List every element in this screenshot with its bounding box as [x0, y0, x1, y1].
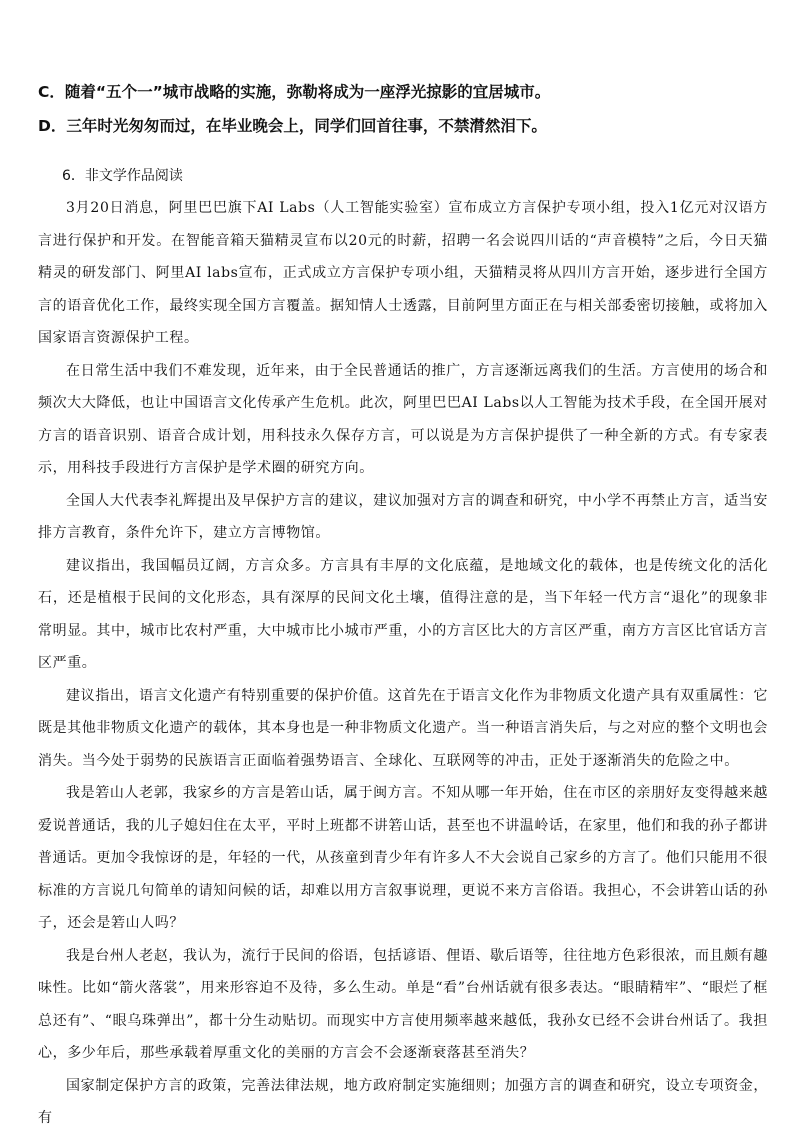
reading-passage: [38, 192, 768, 1135]
passage-paragraph-3: 全国人大代表李礼辉提出及早保护方言的建议，建议加强对方言的调查和研究，中小学不再禁止方言，适当安排方言教育，条件允许下，建立方言博物馆。: [38, 492, 768, 541]
passage-paragraph-2: 在日常生活中我们不难发现，近年来，由于全民普通话的推广，方言逐渐远离我们的生活。方言使用的场合和频次大大降低，也让中国语言文化传承产生危机。此次，阿里巴巴AI Labs以人工智能为技术手段，在全国开展对方言的语音识别、语音合成计划，用科技永久保存方言，可以说是为方言保护提供了一种全新的方式。有专家表示，用科技手段进行方言保护是学术圈的研究方向。: [38, 362, 768, 476]
passage-paragraph-1: 3月20日消息，阿里巴巴旗下AI Labs（人工智能实验室）宣布成立方言保护专项小组，投入1亿元对汉语方言进行保护和开发。在智能音箱天猫精灵宣布以20元的时薪，招聘一名会说四川话的“声音模特”之后，今日天猫精灵的研发部门、阿里AI labs宣布，正式成立方言保护专项小组，天猫精灵将从四川方言开始，逐步进行全国方言的语音优化工作，最终实现全国方言覆盖。据知情人士透露，目前阿里方面正在与相关部委密切接触，或将加入国家语言资源保护工程。: [38, 200, 768, 346]
passage-paragraph-6: 我是箬山人老郭，我家乡的方言是箬山话，属于闽方言。不知从哪一年开始，住在市区的亲朋好友变得越来越爱说普通话，我的儿子媳妇住在太平，平时上班都不讲箬山话，甚至也不讲温岭话，在家里，他们和我的孙子都讲普通话。更加令我惊讶的是，年轻的一代，从孩童到青少年有许多人不大会说自己家乡的方言了。他们只能用不很标准的方言说几句简单的请知问候的话，却难以用方言叙事说理，更说不来方言俗语。我担心，不会讲箬山话的孙子，还会是箬山人吗？: [38, 785, 768, 931]
option-d: D．三年时光匆匆而过，在毕业晚会上，同学们回首往事，不禁潸然泪下。: [38, 117, 547, 135]
option-c: C．随着“五个一”城市战略的实施，弥勒将成为一座浮光掠影的宜居城市。: [38, 83, 551, 101]
passage-paragraph-7: 我是台州人老赵，我认为，流行于民间的俗语，包括谚语、俚语、歇后语等，往往地方色彩很浓，而且颇有趣味性。比如“箭火落裳”，用来形容迫不及待，多么生动。单是“看”台州话就有很多表达。“眼睛精牢”、“眼烂了框总还有”、“眼乌珠弹出”，都十分生动贴切。而现实中方言使用频率越来越低，我孙女已经不会讲台州话了。我担心，多少年后，那些承载着厚重文化的美丽的方言会不会逐渐衰落甚至消失？: [38, 947, 768, 1061]
passage-paragraph-5: 建议指出，语言文化遗产有特别重要的保护价值。这首先在于语言文化作为非物质文化遗产具有双重属性：它既是其他非物质文化遗产的载体，其本身也是一种非物质文化遗产。当一种语言消失后，与之对应的整个文明也会消失。当今处于弱势的民族语言正面临着强势语言、全球化、互联网等的冲击，正处于逐渐消失的危险之中。: [38, 687, 768, 769]
passage-paragraph-8: 国家制定保护方言的政策，完善法律法规，地方政府制定实施细则；加强方言的调查和研究，设立专项资金，有: [38, 1077, 768, 1126]
passage-paragraph-4: 建议指出，我国幅员辽阔，方言众多。方言具有丰厚的文化底蕴，是地域文化的载体，也是传统文化的活化石，还是植根于民间的文化形态，具有深厚的民间文化土壤，值得注意的是，当下年轻一代方言“退化”的现象非常明显。其中，城市比农村严重，大中城市比小城市严重，小的方言区比大的方言区严重，南方方言区比官话方言区严重。: [38, 557, 768, 671]
section-heading: 6．非文学作品阅读: [62, 168, 183, 184]
